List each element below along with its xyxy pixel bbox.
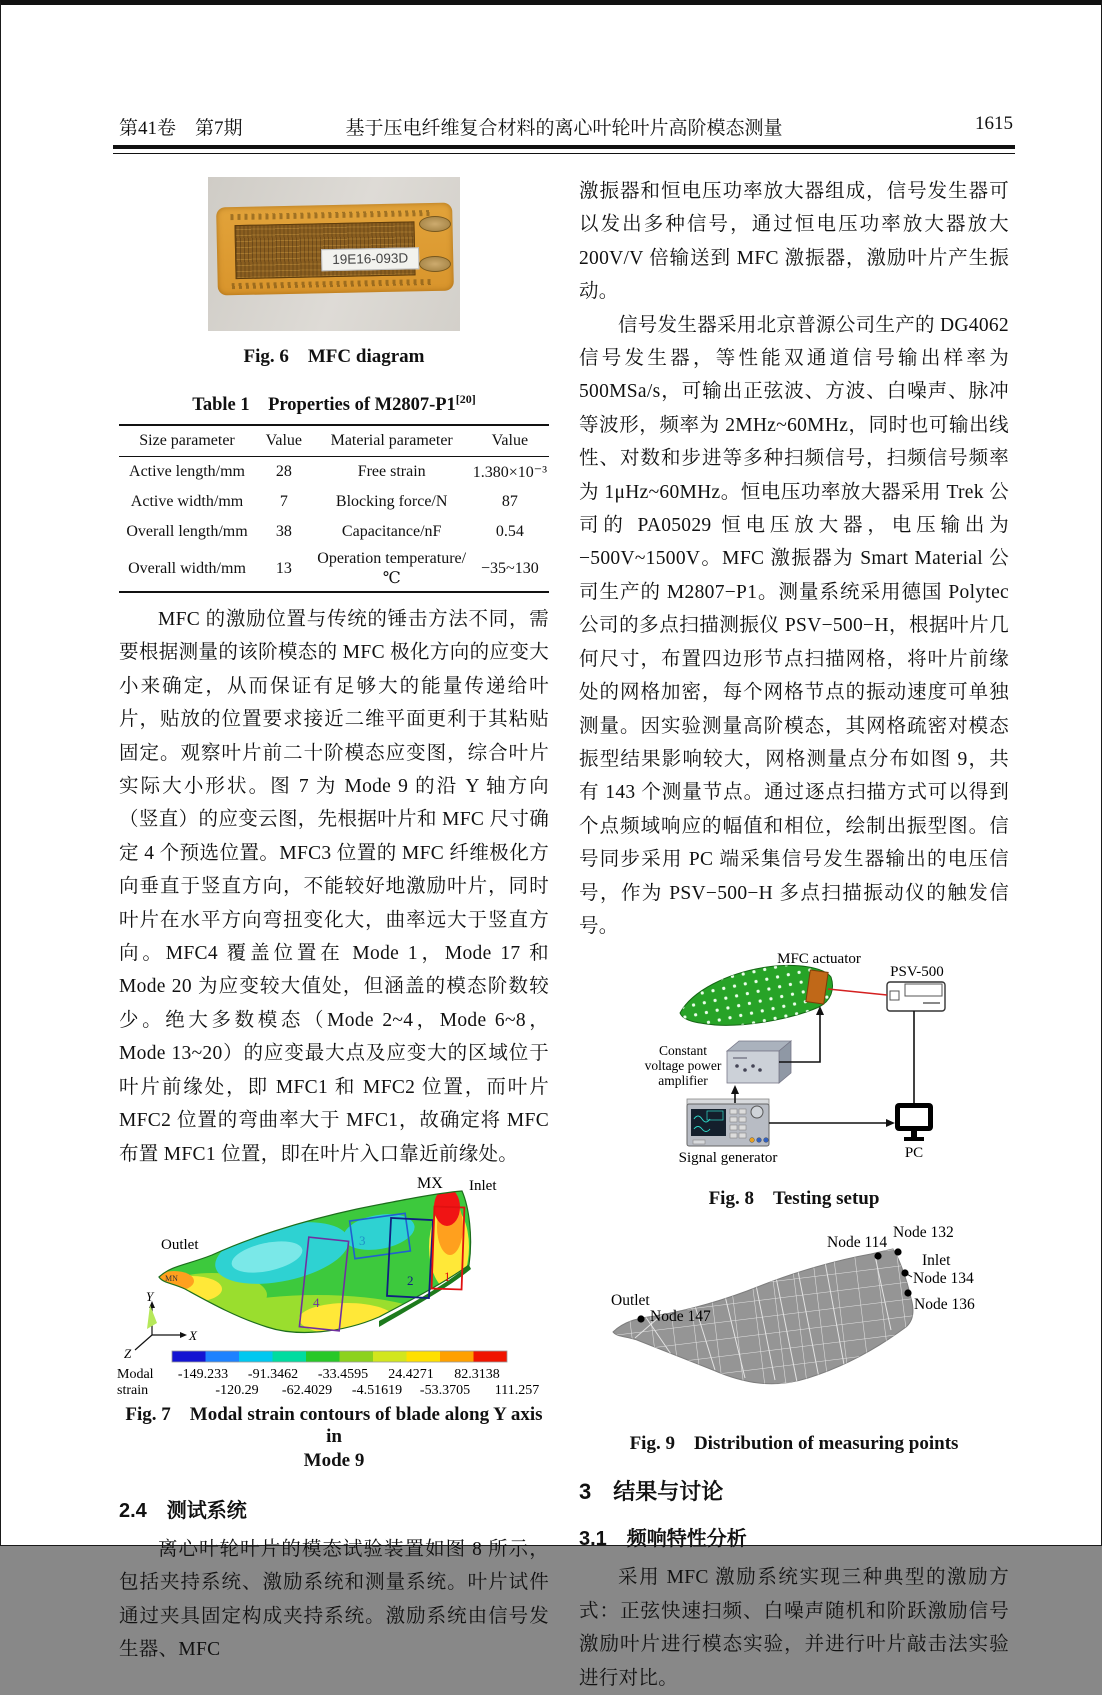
axis-triad xyxy=(135,1305,183,1350)
volume-issue: 第41卷 第7期 xyxy=(119,118,243,139)
legend-label-line1: Modal xyxy=(117,1366,154,1382)
node-114-label: Node 114 xyxy=(827,1234,888,1252)
outlet-label: Outlet xyxy=(611,1292,650,1310)
table1-title-text: Table 1 Properties of M2807-P1 xyxy=(192,395,456,415)
cell: Blocking force/N xyxy=(335,493,448,510)
col-value-2: Value xyxy=(471,425,549,457)
blade-with-mfc xyxy=(680,966,833,1026)
tick: -53.3705 xyxy=(419,1382,471,1398)
fig6-mfc-photo xyxy=(208,177,460,331)
page-header xyxy=(113,113,1015,143)
tick: -120.29 xyxy=(215,1382,259,1398)
tick: -149.233 xyxy=(177,1366,229,1382)
body-paragraph: 离心叶轮叶片的模态试验装置如图 8 所示，包括夹持系统、激励系统和测量系统。叶片试件通过夹具固定构成夹持系统。激励系统由信号发生器、MFC xyxy=(119,1538,549,1661)
table-header-row xyxy=(119,425,549,457)
mfc-serial-label: 19E16-093D xyxy=(321,247,419,271)
mfc-print-top xyxy=(230,210,430,220)
page-number: 1615 xyxy=(975,113,1013,134)
running-title: 基于压电纤维复合材料的离心叶轮叶片高阶模态测量 xyxy=(345,118,783,139)
header-rule-thin xyxy=(113,153,1015,154)
mfc-electrode-top xyxy=(419,216,451,232)
tick: 82.3138 xyxy=(454,1366,500,1382)
cell: 0.54 xyxy=(495,523,524,540)
fig7-modal-strain-contours xyxy=(117,1174,562,1398)
section-2-4-heading: 2.4 测试系统 xyxy=(119,1499,247,1522)
cell: Operation temperature/℃ xyxy=(317,550,467,587)
axis-y-label: Y xyxy=(146,1288,154,1304)
cell: 7 xyxy=(279,493,288,510)
fig9-measuring-points xyxy=(575,1220,1010,1418)
body-paragraph: 采用 MFC 激励系统实现三种典型的激励方式：正弦快速扫频、白噪声随机和阶跃激励信号激励叶片进行模态实验，并进行叶片敲击法实验进行对比。 xyxy=(579,1567,1009,1689)
colorbar-ticks-top xyxy=(178,1367,500,1382)
outlet-label: Outlet xyxy=(161,1236,199,1253)
cell: Free strain xyxy=(357,463,426,480)
tick: -33.4595 xyxy=(317,1366,369,1382)
amplifier-label-l3: amplifier xyxy=(658,1073,708,1089)
axis-x-label: X xyxy=(189,1327,197,1343)
table-row xyxy=(119,517,549,547)
psv-500-device xyxy=(887,982,945,1011)
signal-generator-label: Signal generator xyxy=(678,1150,778,1167)
blade-contour-fill xyxy=(117,1174,562,1397)
table1-title xyxy=(119,390,549,416)
pc-monitor-icon xyxy=(895,1103,933,1141)
fig8-caption: Fig. 8 Testing setup xyxy=(708,1188,880,1210)
fig9-caption: Fig. 9 Distribution of measuring points xyxy=(629,1433,959,1455)
node-134-label: Node 134 xyxy=(913,1270,974,1288)
region-2-label: 2 xyxy=(407,1272,414,1288)
col-material-parameter: Material parameter xyxy=(313,425,471,457)
cell: 38 xyxy=(275,523,292,540)
amplifier-label xyxy=(645,1043,722,1088)
body-paragraph: MFC 的激励位置与传统的锤击方法不同，需要根据测量的该阶模态的 MFC 极化方向的应变大小来确定，从而保证有足够大的能量传递给叶片，贴放的位置要求接近二维平面更利于其粘贴固定。观察叶片前二十阶模态应变图，综合叶片实际大小形状。图 7 为 Mode 9 的沿 Y 轴方向（竖直）的应变云图，先根据叶片和 MFC 尺寸确定 4 个预选位置。MFC3 位置的 MFC 纤维极化方向垂直于竖直方向，不能较好地激励叶片，同时叶片在水平方向弯扭变化大，曲率远大于竖直方向。MFC4 覆盖位置在 Mode 1，Mode 17 和 Mode 20 为应变较大值处，但涵盖的模态阶数较少。绝大多数模态（Mode 2~4，Mode 6~8，Mode 13~20）的应变最大点及应变大的区域位于叶片前缘处，即 MFC1 和 MFC2 位置，而叶片 MFC2 位置的弯曲率大于 MFC1，故确定将 MFC 布置 MFC1 位置，即在叶片入口靠近前缘处。 xyxy=(119,609,549,1165)
table1-title-citation: [20] xyxy=(455,391,476,406)
region-1-label: 1 xyxy=(444,1268,451,1284)
region-4-label: 4 xyxy=(313,1294,320,1310)
node-132-label: Node 132 xyxy=(893,1224,954,1242)
table-row xyxy=(119,457,549,488)
mn-label: MN xyxy=(165,1273,178,1283)
cell: Active width/mm xyxy=(130,493,244,510)
arrowhead-to-pc xyxy=(886,1119,895,1127)
colorbar xyxy=(172,1351,507,1362)
table1 xyxy=(119,424,549,593)
pc-label: PC xyxy=(904,1145,924,1162)
cell: 13 xyxy=(275,560,292,577)
tick: -4.51619 xyxy=(351,1382,403,1398)
node-136-label: Node 136 xyxy=(914,1296,975,1314)
body-paragraph: 信号发生器采用北京普源公司生产的 DG4062 信号发生器，等性能双通道信号输出样率为 500MSa/s，可输出正弦波、方波、白噪声、脉冲等波形，频率为 2MHz~60MHz，同时也可输出线性、对数和步进等多种扫频信号，扫频信号频率为 1μHz~60MHz。恒电压功率放大器采用 Trek 公司的 PA05029 恒电压放大器，电压输出为−500V~1500V。MFC 激振器为 Smart Material 公司生产的 M2807−P1。测量系统采用德国 Polytec 公司的多点扫描测振仪 PSV−500−H，根据叶片几何尺寸，布置四边形节点扫描网格，将叶片前缘处的网格加密，每个网格节点的振动速度可单独测量。因实验测量高阶模态，其网格疏密对模态振型结果影响较大，网格测量点分布如图 9，共有 143 个测量节点。通过逐点扫描方式可以得到个点频域响应的幅值和相位，绘制出振型图。信号同步采用 PC 端采集信号发生器输出的电压信号，作为 PSV−500−H 多点扫描振动仪的触发信号。 xyxy=(579,314,1009,937)
cell: Overall width/mm xyxy=(128,560,246,577)
table-row xyxy=(119,547,549,592)
col-size-parameter: Size parameter xyxy=(119,425,255,457)
tick: 24.4271 xyxy=(388,1366,434,1382)
header-rule-thick xyxy=(113,145,1015,149)
node-147-label: Node 147 xyxy=(650,1308,711,1326)
mfc-electrode-bottom xyxy=(419,256,451,272)
axis-z-label: Z xyxy=(124,1345,132,1361)
body-paragraph: 激振器和恒电压功率放大器组成，信号发生器可以发出多种信号，通过恒电压功率放大器放大 200V/V 倍输送到 MFC 激振器，激励叶片产生振动。 xyxy=(579,181,1009,303)
colorbar-ticks-bottom xyxy=(215,1383,539,1398)
cell: 1.380×10⁻³ xyxy=(472,464,547,481)
tick: -62.4029 xyxy=(281,1382,333,1398)
axis-x-arrowhead xyxy=(180,1332,187,1338)
fig7-caption-line2: Mode 9 xyxy=(303,1449,365,1471)
fig6-caption: Fig. 6 MFC diagram xyxy=(243,346,425,367)
amplifier-label-l2: voltage power xyxy=(644,1058,722,1074)
cell: Active length/mm xyxy=(129,463,245,480)
tick: -91.3462 xyxy=(247,1366,299,1382)
fig7-caption-line1: Fig. 7 Modal strain contours of blade along Y axis in xyxy=(125,1403,543,1447)
tick: 111.257 xyxy=(494,1382,540,1398)
mfc-patch xyxy=(806,970,828,1004)
inlet-label: Inlet xyxy=(922,1252,951,1270)
inlet-label: Inlet xyxy=(469,1177,497,1194)
section-3-heading: 3 结果与讨论 xyxy=(579,1479,724,1505)
mfc-device xyxy=(216,203,454,296)
arrowhead-to-amplifier xyxy=(731,1085,739,1094)
cell: 87 xyxy=(501,493,518,510)
cell: Overall length/mm xyxy=(126,523,248,540)
mfc-print-bottom xyxy=(232,279,432,289)
signal-generator-device xyxy=(687,1099,769,1146)
psv-500-label: PSV-500 xyxy=(890,964,944,981)
col-value-1: Value xyxy=(255,425,313,457)
table-row xyxy=(119,487,549,517)
region-3-label: 3 xyxy=(359,1232,366,1248)
left-column xyxy=(119,165,549,1667)
legend-label-line2: strain xyxy=(117,1382,149,1398)
right-column xyxy=(579,165,1009,1695)
section-3-1-heading: 3.1 频响特性分析 xyxy=(579,1528,747,1551)
cell: Capacitance/nF xyxy=(341,523,442,540)
fig8-testing-setup xyxy=(587,951,1007,1173)
cell: 28 xyxy=(275,463,292,480)
cell: −35~130 xyxy=(481,560,539,577)
mx-label: MX xyxy=(417,1174,443,1192)
amplifier-label-l1: Constant xyxy=(658,1043,708,1059)
laser-line xyxy=(828,989,887,995)
mfc-actuator-label: MFC actuator xyxy=(777,951,861,968)
